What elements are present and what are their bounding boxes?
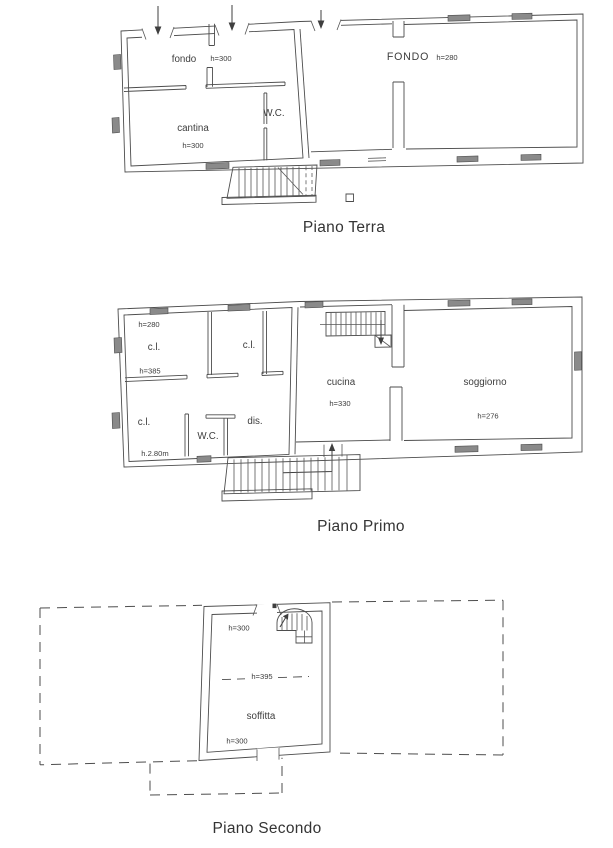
window <box>448 300 470 306</box>
piano-terra-plan <box>112 5 583 236</box>
terra-threshold <box>368 158 386 161</box>
window <box>228 304 250 311</box>
plan-title-piano-secondo: Piano Secondo <box>212 820 322 837</box>
terra-fondo-inner <box>404 20 577 149</box>
stair-treads <box>234 457 339 493</box>
window <box>305 302 323 309</box>
window <box>112 413 120 429</box>
stair-arrow <box>280 617 286 627</box>
stair-treads <box>239 167 299 198</box>
window <box>150 308 168 315</box>
secondo-dashed-outline <box>40 600 503 765</box>
height-label: h=300 <box>210 54 232 63</box>
height-label: h=280 <box>436 53 458 62</box>
height-label: h=330 <box>329 399 351 408</box>
stair-dashed-lines <box>306 166 312 196</box>
window <box>320 160 340 167</box>
room-label-cantina: cantina <box>177 123 209 134</box>
door-mark <box>273 604 277 609</box>
window <box>521 444 542 451</box>
secondo-dashed-extension <box>150 758 282 795</box>
terra-wc-wall <box>264 93 267 161</box>
room-label-wc: W.C. <box>197 431 219 442</box>
primo-cl-walls <box>208 311 267 375</box>
window <box>521 154 541 160</box>
exterior-staircase <box>222 165 317 205</box>
primo-partition-wall <box>295 307 298 454</box>
window <box>455 446 478 453</box>
window <box>112 118 120 134</box>
stair-outline <box>224 455 360 494</box>
room-label-fondo: fondo <box>171 54 197 65</box>
height-label: h=300 <box>228 623 250 633</box>
room-label-cl: c.l. <box>137 417 151 428</box>
terra-mid-wall <box>124 82 285 92</box>
room-label-cl: c.l. <box>147 342 161 353</box>
soffitta-outer-wall <box>199 603 330 761</box>
height-label: h=395 <box>251 672 273 681</box>
terra-fondo-left-wall <box>393 21 404 148</box>
window <box>114 338 122 353</box>
height-label: h=280 <box>138 320 160 329</box>
terra-opening-3 <box>311 19 341 32</box>
window <box>512 299 532 305</box>
small-pillar <box>346 194 354 202</box>
plan-title-piano-primo: Piano Primo <box>317 518 405 535</box>
arrowhead-icon <box>283 614 289 620</box>
room-label-soffitta: soffitta <box>246 711 276 722</box>
stair-landing <box>222 489 312 501</box>
room-label-wc: W.C. <box>263 108 285 119</box>
window <box>448 15 470 21</box>
window <box>512 13 532 19</box>
curved-staircase <box>277 609 312 643</box>
height-label: h=300 <box>182 141 204 150</box>
piano-primo-plan <box>112 297 582 535</box>
window <box>197 456 211 463</box>
piano-secondo-plan <box>40 600 503 837</box>
primo-cucina-soggiorno-wall <box>390 305 404 441</box>
window <box>206 163 229 170</box>
window <box>114 55 122 70</box>
room-label-dis: dis. <box>247 416 263 427</box>
plan-title-piano-terra: Piano Terra <box>302 219 386 236</box>
height-label: h=300 <box>226 736 248 746</box>
room-label-cl: c.l. <box>242 340 256 351</box>
terra-corridor-bottom <box>311 149 392 152</box>
primo-cucina-inner <box>296 305 392 442</box>
height-label: h=276 <box>477 411 499 421</box>
stair-treads <box>331 312 381 335</box>
soffitta-bottom-opening <box>257 747 279 761</box>
terra-inner-top-right <box>341 24 392 26</box>
room-label-fondo-big: FONDO <box>386 51 430 63</box>
room-label-soggiorno: soggiorno <box>463 377 507 388</box>
window <box>457 156 478 162</box>
internal-staircase <box>320 312 391 348</box>
window <box>575 352 582 371</box>
height-label: h=385 <box>139 366 161 376</box>
terra-inner-wall-left <box>127 30 303 167</box>
room-label-cucina: cucina <box>326 377 356 388</box>
height-label: h.2.80m <box>141 449 169 458</box>
